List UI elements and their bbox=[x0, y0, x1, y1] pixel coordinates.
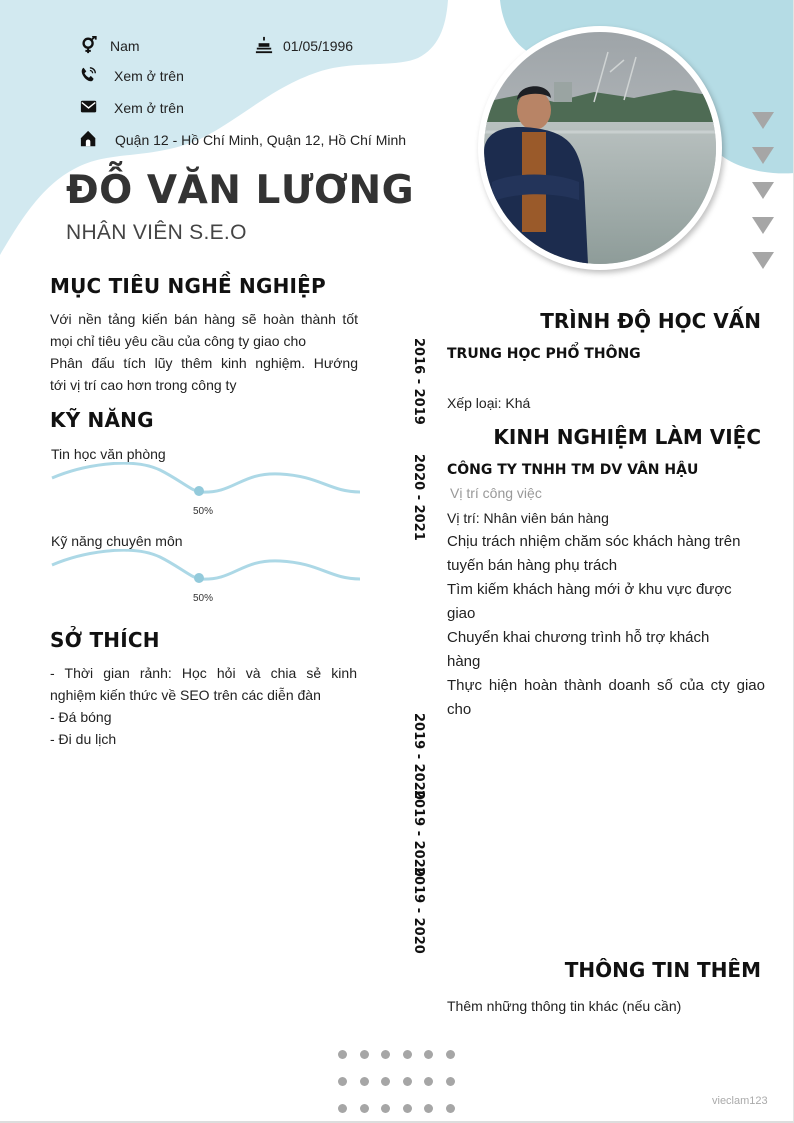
objective-text bbox=[50, 308, 358, 396]
dot-icon bbox=[381, 1077, 390, 1086]
dot-icon bbox=[403, 1050, 412, 1059]
objective-line: Với nền tảng kiến bán hàng sẽ hoàn thành tốt bbox=[50, 311, 358, 327]
overlap-years: 2019 - 2020 bbox=[411, 867, 426, 954]
envelope-icon bbox=[80, 98, 100, 116]
experience-line: hàng bbox=[447, 653, 481, 670]
avatar[interactable] bbox=[484, 32, 716, 264]
hobby-line: nghiệm kiến thức về SEO trên các diễn đàn bbox=[50, 687, 321, 703]
skill-percent: 50% bbox=[192, 506, 213, 517]
skills-heading: KỸ NĂNG bbox=[50, 408, 154, 432]
experience-position-placeholder[interactable]: Vị trí công việc bbox=[450, 485, 542, 501]
dot-icon bbox=[424, 1104, 433, 1113]
triangle-down-icon bbox=[752, 252, 774, 269]
dot-icon bbox=[424, 1077, 433, 1086]
experience-line: tuyến bán hàng phụ trách bbox=[447, 557, 618, 574]
candidate-title: NHÂN VIÊN S.E.O bbox=[66, 221, 247, 244]
hobbies-heading: SỞ THÍCH bbox=[50, 628, 160, 652]
skill-percent: 50% bbox=[192, 593, 213, 604]
dot-icon bbox=[446, 1077, 455, 1086]
dot-icon bbox=[446, 1050, 455, 1059]
triangle-down-icon bbox=[752, 147, 774, 164]
dot-icon bbox=[338, 1050, 347, 1059]
overlap-years: 2019 - 2020 bbox=[411, 713, 426, 800]
skill-label: Tin học văn phòng bbox=[51, 446, 166, 462]
avatar-frame bbox=[478, 26, 722, 270]
hobbies-text bbox=[50, 662, 357, 750]
dot-icon bbox=[338, 1077, 347, 1086]
gender-icon bbox=[80, 36, 100, 54]
dot-icon bbox=[446, 1104, 455, 1113]
experience-line: cho bbox=[447, 701, 472, 718]
experience-line: Chịu trách nhiệm chăm sóc khách hàng trên bbox=[447, 533, 741, 550]
dot-icon bbox=[381, 1050, 390, 1059]
overlap-years: 2019 - 2020 bbox=[411, 790, 426, 877]
address-value: Quận 12 - Hồ Chí Minh, Quận 12, Hồ Chí Minh bbox=[115, 132, 407, 148]
skill-label: Kỹ năng chuyên môn bbox=[51, 533, 183, 549]
skill-rating-wave[interactable] bbox=[50, 462, 360, 502]
experience-line: giao bbox=[447, 605, 476, 622]
hobby-line: - Thời gian rảnh: Học hỏi và chia sẻ kinh bbox=[50, 665, 357, 681]
dot-icon bbox=[424, 1050, 433, 1059]
experience-line: Chuyển khai chương trình hỗ trợ khách bbox=[447, 629, 710, 646]
decorative-dots bbox=[338, 1050, 456, 1114]
objective-heading: MỤC TIÊU NGHỀ NGHIỆP bbox=[50, 274, 326, 298]
dot-icon bbox=[381, 1104, 390, 1113]
candidate-name: ĐỖ VĂN LƯƠNG bbox=[66, 168, 415, 213]
experience-line: Vị trí: Nhân viên bán hàng bbox=[447, 510, 609, 526]
dot-icon bbox=[360, 1077, 369, 1086]
education-heading: TRÌNH ĐỘ HỌC VẤN bbox=[540, 309, 761, 333]
cake-icon bbox=[255, 36, 275, 54]
contact-email bbox=[80, 98, 184, 116]
experience-company: CÔNG TY TNHH TM DV VÂN HẬU bbox=[447, 462, 699, 478]
contact-gender bbox=[80, 36, 140, 54]
education-grade: Xếp loại: Khá bbox=[447, 395, 531, 411]
contact-phone bbox=[80, 66, 184, 84]
experience-line: Tìm kiếm khách hàng mới ở khu vực được bbox=[447, 581, 732, 598]
triangle-down-icon bbox=[752, 112, 774, 129]
experience-heading: KINH NGHIỆM LÀM VIỆC bbox=[493, 425, 761, 449]
triangle-down-icon bbox=[752, 182, 774, 199]
email-value[interactable]: Xem ở trên bbox=[114, 100, 184, 116]
experience-years: 2020 - 2021 bbox=[411, 454, 426, 541]
hobby-line: - Đá bóng bbox=[50, 709, 112, 725]
phone-icon bbox=[80, 66, 100, 84]
birthday-value: 01/05/1996 bbox=[283, 38, 354, 54]
left-blob bbox=[0, 0, 448, 255]
dot-icon bbox=[338, 1104, 347, 1113]
phone-value[interactable]: Xem ở trên bbox=[114, 68, 184, 84]
additional-text: Thêm những thông tin khác (nếu cần) bbox=[447, 998, 682, 1014]
dot-icon bbox=[403, 1104, 412, 1113]
skill-rating-wave[interactable] bbox=[50, 549, 360, 589]
triangle-down-icon bbox=[752, 217, 774, 234]
additional-heading: THÔNG TIN THÊM bbox=[564, 958, 761, 982]
objective-line: tới vị trí cao hơn trong công ty bbox=[50, 377, 237, 393]
experience-line: Thực hiện hoàn thành doanh số của cty giao bbox=[447, 677, 765, 694]
objective-line: Phân đấu tích lũy thêm kinh nghiệm. Hướng bbox=[50, 355, 358, 371]
dot-icon bbox=[403, 1077, 412, 1086]
gender-value: Nam bbox=[110, 38, 140, 54]
decorative-triangles bbox=[752, 112, 774, 287]
education-years: 2016 - 2019 bbox=[411, 338, 426, 425]
hobby-line: - Đi du lịch bbox=[50, 731, 117, 747]
home-icon bbox=[80, 130, 100, 148]
education-school: TRUNG HỌC PHỔ THÔNG bbox=[447, 346, 641, 362]
objective-line: mọi chỉ tiêu yêu cầu của công ty giao cho bbox=[50, 333, 307, 349]
experience-details bbox=[447, 506, 765, 722]
watermark: vieclam123 bbox=[712, 1095, 768, 1107]
contact-birthday bbox=[255, 36, 353, 54]
dot-icon bbox=[360, 1104, 369, 1113]
dot-icon bbox=[360, 1050, 369, 1059]
contact-address bbox=[80, 130, 406, 148]
